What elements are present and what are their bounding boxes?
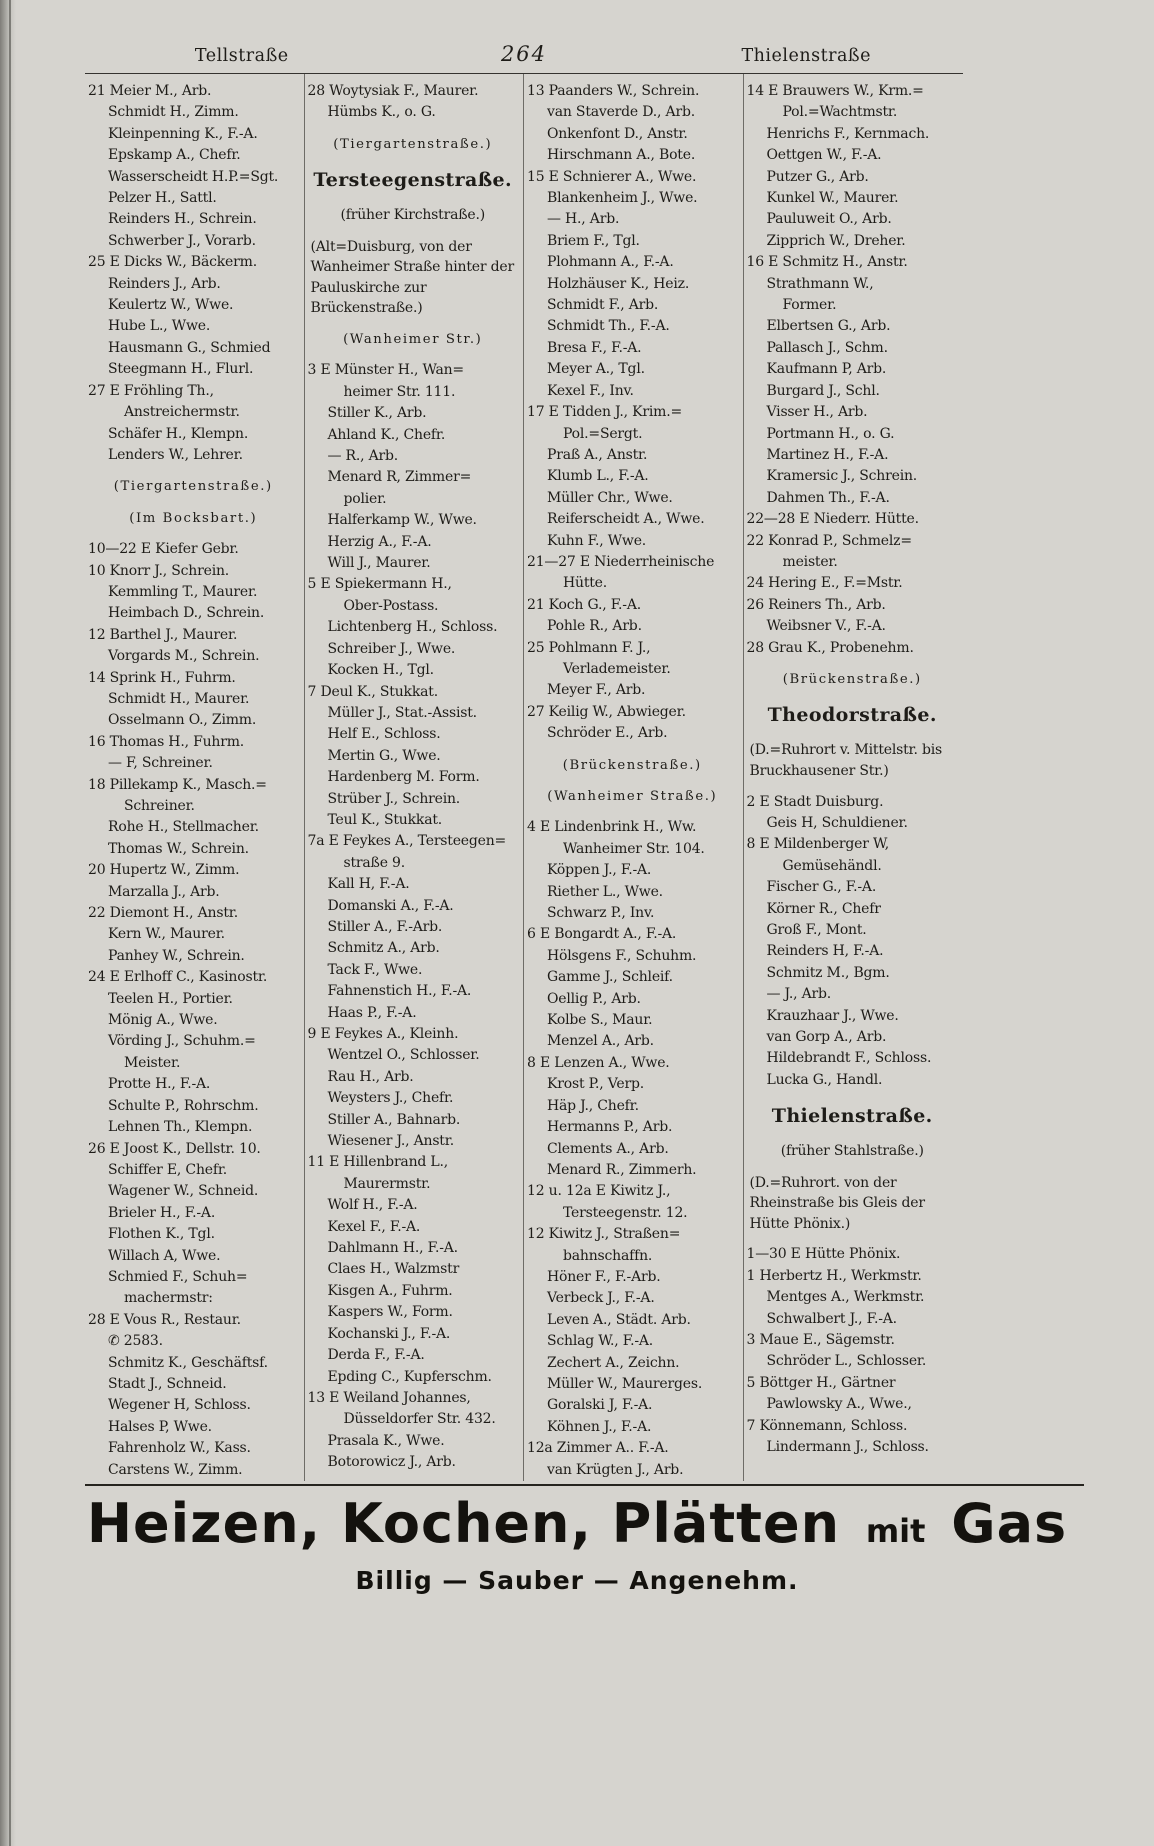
header-street-left: Tellstraße — [194, 46, 289, 66]
directory-line: Stiller K., Arb. — [327, 405, 427, 422]
directory-line: Wegener H, Schloss. — [108, 1397, 251, 1414]
directory-line: 13 E Weiland Johannes, — [307, 1389, 471, 1406]
directory-line: Kexel F., F.-A. — [327, 1218, 421, 1235]
directory-line: Flothen K., Tgl. — [108, 1226, 215, 1243]
directory-line: Bresa F., F.-A. — [547, 339, 642, 356]
directory-line: Schmidt Th., F.-A. — [547, 318, 670, 335]
street-heading: Theodorstraße. — [767, 704, 937, 727]
line-spacer — [308, 155, 519, 165]
directory-line: Dahlmann H., F.-A. — [327, 1240, 458, 1257]
directory-line: Wagener W., Schneid. — [108, 1183, 259, 1200]
directory-line: 28 Grau K., Probenehm. — [746, 639, 914, 656]
directory-line: Epding C., Kupferschm. — [327, 1368, 492, 1385]
directory-line: 6 E Bongardt A., F.-A. — [527, 926, 677, 943]
directory-line: Thomas W., Schrein. — [108, 840, 249, 857]
directory-line: Tersteegenstr. 12. — [563, 1204, 688, 1221]
directory-line: Schröder E., Arb. — [547, 725, 668, 742]
directory-line: polier. — [343, 490, 387, 507]
directory-line: Rau H., Arb. — [327, 1068, 414, 1085]
directory-line: Will J., Maurer. — [327, 555, 431, 572]
directory-line: Kramersic J., Schrein. — [766, 468, 918, 485]
directory-line: Wolf H., F.-A. — [327, 1197, 418, 1214]
directory-line: Hermanns P., Arb. — [547, 1119, 673, 1136]
directory-line: Schreiner. — [124, 798, 195, 814]
directory-line: Wasserscheidt H.P.=Sgt. — [108, 168, 279, 185]
directory-line: 22 Konrad P., Schmelz= — [746, 532, 912, 549]
line-spacer — [308, 227, 519, 237]
directory-line: 21—27 E Niederrheinische — [527, 553, 715, 570]
directory-line: Menard R, Zimmer= — [327, 469, 472, 486]
directory-line: Hardenberg M. Form. — [327, 769, 480, 786]
directory-line: — F, Schreiner. — [108, 755, 213, 772]
directory-line: Helf E., Schloss. — [327, 726, 441, 743]
line-spacer — [747, 1234, 959, 1244]
directory-line: 12a Zimmer A.. F.-A. — [527, 1440, 669, 1457]
directory-line: 16 E Schmitz H., Anstr. — [746, 254, 908, 271]
directory-line: Klumb L., F.-A. — [547, 468, 649, 485]
directory-line: Osselmann O., Zimm. — [108, 712, 257, 729]
directory-line: Domanski A., F.-A. — [327, 897, 454, 914]
directory-line: Clements A., Arb. — [547, 1140, 669, 1157]
directory-line: Reiferscheidt A., Wwe. — [547, 511, 705, 528]
directory-line: Schulte P., Rohrschm. — [108, 1097, 259, 1114]
directory-line: 20 Hupertz W., Zimm. — [88, 862, 240, 879]
directory-line: Martinez H., F.-A. — [766, 446, 889, 463]
directory-line: Briem F., Tgl. — [547, 232, 640, 249]
directory-line: 9 E Feykes A., Kleinh. — [307, 1026, 459, 1042]
directory-columns — [85, 74, 963, 1481]
line-spacer — [527, 745, 738, 755]
directory-line: 14 E Brauwers W., Krm.= — [746, 83, 924, 99]
directory-line: Kleinpenning K., F.-A. — [108, 125, 258, 142]
directory-line: Lichtenberg H., Schloss. — [327, 619, 498, 636]
directory-line: 27 Keilig W., Abwieger. — [527, 703, 686, 720]
directory-line: Haas P., F.-A. — [327, 1004, 417, 1021]
directory-line: Plohmann A., F.-A. — [547, 254, 674, 271]
directory-line: (Brückenstraße.) — [562, 757, 702, 773]
directory-line: Höner F., F.-Arb. — [547, 1268, 661, 1285]
directory-line: Müller Chr., Wwe. — [547, 489, 673, 506]
directory-line: Menzel A., Arb. — [547, 1033, 654, 1050]
directory-column-1 — [85, 74, 305, 1481]
directory-line: Former. — [782, 297, 837, 314]
directory-line: Pohle R., Arb. — [547, 618, 642, 635]
directory-line: 28 E Vous R., Restaur. — [88, 1311, 241, 1328]
directory-line: Schäfer H., Klempn. — [108, 425, 249, 442]
directory-line: 25 Pohlmann F. J., — [527, 639, 651, 656]
directory-line: 7a E Feykes A., Tersteegen= — [307, 833, 507, 850]
directory-line: 26 Reiners Th., Arb. — [746, 596, 886, 613]
directory-line: Verbeck J., F.-A. — [547, 1290, 655, 1307]
directory-line: Reinders H., Schrein. — [108, 211, 257, 228]
line-spacer — [747, 782, 959, 792]
footer-rule — [85, 1484, 1084, 1486]
directory-line: 27 E Fröhling Th., — [88, 382, 214, 399]
directory-line: meister. — [782, 553, 838, 570]
directory-line: Anstreichermstr. — [124, 404, 240, 421]
directory-line: 15 E Schnierer A., Wwe. — [527, 168, 697, 185]
directory-line: Mentges A., Werkmstr. — [766, 1289, 925, 1306]
directory-line: Müller J., Stat.-Assist. — [327, 704, 477, 721]
directory-line: Schmidt H., Zimm. — [108, 104, 239, 121]
line-spacer — [308, 319, 519, 329]
line-spacer — [88, 466, 299, 476]
directory-line: Stadt J., Schneid. — [108, 1375, 227, 1392]
directory-line: 10—22 E Kiefer Gebr. — [88, 541, 239, 558]
directory-line: Dahmen Th., F.-A. — [766, 489, 890, 506]
directory-line: Hirschmann A., Bote. — [547, 147, 696, 164]
directory-line: Hausmann G., Schmied — [108, 339, 271, 356]
directory-line: 12 Barthel J., Maurer. — [88, 626, 238, 643]
directory-line: 5 E Spiekermann H., — [307, 576, 452, 593]
directory-line: Düsseldorfer Str. 432. — [343, 1411, 496, 1428]
directory-line: Kunkel W., Maurer. — [766, 190, 899, 207]
directory-line: 3 E Münster H., Wan= — [307, 362, 464, 379]
directory-line: Reinders H, F.-A. — [766, 943, 884, 960]
directory-line: 8 E Lenzen A., Wwe. — [527, 1054, 670, 1071]
directory-line: Schwerber J., Vorarb. — [108, 232, 256, 249]
directory-line: Köppen J., F.-A. — [547, 862, 652, 879]
directory-line: Wiesener J., Anstr. — [327, 1133, 454, 1150]
directory-line: Ahland K., Chefr. — [327, 426, 446, 443]
directory-line: Teul K., Stukkat. — [327, 811, 443, 828]
directory-line: Mönig A., Wwe. — [108, 1012, 218, 1029]
directory-line: 24 Hering E., F.=Mstr. — [746, 575, 903, 592]
directory-line: Protte H., F.-A. — [108, 1076, 211, 1093]
directory-line: Schröder L., Schlosser. — [766, 1353, 927, 1370]
directory-line: Menard R., Zimmerh. — [547, 1161, 697, 1178]
directory-line: Hildebrandt F., Schloss. — [766, 1050, 932, 1067]
directory-line: 16 Thomas H., Fuhrm. — [88, 733, 245, 750]
directory-line: Verlademeister. — [563, 660, 671, 677]
directory-line: Strüber J., Schrein. — [327, 790, 461, 807]
directory-line: 22—28 E Niederr. Hütte. — [746, 511, 919, 528]
directory-line: Strathmann W., — [766, 275, 874, 292]
directory-line: 4 E Lindenbrink H., Ww. — [527, 819, 697, 836]
directory-line: Ober-Postass. — [343, 597, 439, 614]
directory-line: Kern W., Maurer. — [108, 926, 225, 943]
directory-line: (Wanheimer Straße.) — [547, 789, 718, 804]
directory-line: Meyer A., Tgl. — [547, 361, 645, 378]
directory-line: Oellig P., Arb. — [547, 990, 641, 1007]
directory-line: (Tiergartenstraße.) — [333, 136, 493, 152]
directory-line: Heimbach D., Schrein. — [108, 605, 265, 622]
directory-line: Stiller A., Bahnarb. — [327, 1111, 461, 1128]
running-header — [85, 42, 963, 66]
directory-line: Pol.=Wachtmstr. — [782, 104, 898, 121]
directory-line: Lenders W., Lehrer. — [108, 446, 243, 463]
directory-line: Leven A., Städt. Arb. — [547, 1311, 691, 1328]
directory-line: Weysters J., Chefr. — [327, 1090, 454, 1107]
directory-line: Krost P., Verp. — [547, 1076, 644, 1093]
line-spacer — [747, 1091, 959, 1101]
directory-line: Marzalla J., Arb. — [108, 883, 220, 900]
directory-line: Tack F., Wwe. — [327, 961, 423, 978]
directory-line: Schiffer E, Chefr. — [108, 1161, 228, 1178]
directory-line: Meyer F., Arb. — [547, 682, 646, 699]
directory-line: Epskamp A., Chefr. — [108, 147, 241, 164]
directory-line: Halses P, Wwe. — [108, 1418, 212, 1435]
directory-line: 2 E Stadt Duisburg. — [746, 793, 884, 810]
line-spacer — [308, 195, 519, 205]
directory-line: Claes H., Walzmstr — [327, 1261, 460, 1278]
directory-line: 11 E Hillenbrand L., — [307, 1154, 449, 1171]
directory-line: Fischer G., F.-A. — [766, 879, 877, 896]
directory-line: Pawlowsky A., Wwe., — [766, 1396, 912, 1413]
directory-line: 17 E Tidden J., Krim.= — [527, 404, 682, 421]
directory-line: Teelen H., Portier. — [108, 990, 233, 1007]
directory-line: Hube L., Wwe. — [108, 318, 211, 335]
directory-line: Gamme J., Schleif. — [547, 969, 673, 986]
directory-line: Praß A., Anstr. — [547, 446, 648, 463]
directory-line: Schwarz P., Inv. — [547, 905, 655, 922]
directory-line: Mertin G., Wwe. — [327, 747, 441, 764]
directory-line: 7 Deul K., Stukkat. — [307, 683, 438, 700]
directory-line: 1 Herbertz H., Werkmstr. — [746, 1267, 922, 1284]
directory-line: Schmidt H., Maurer. — [108, 690, 250, 707]
directory-line: Kuhn F., Wwe. — [547, 532, 647, 549]
directory-line: Henrichs F., Kernmach. — [766, 125, 930, 142]
directory-line: Schlag W., F.-A. — [547, 1333, 654, 1350]
directory-line: Blankenheim J., Wwe. — [547, 190, 698, 207]
directory-line: Derda F., F.-A. — [327, 1347, 425, 1364]
directory-line: Willach A, Wwe. — [108, 1247, 221, 1264]
directory-line: 12 Kiwitz J., Straßen= — [527, 1226, 681, 1243]
directory-line: Pelzer H., Sattl. — [108, 190, 217, 207]
header-street-right: Thielenstraße — [741, 46, 871, 66]
directory-line: Groß F., Mont. — [766, 922, 867, 938]
directory-line: Reinders J., Arb. — [108, 275, 221, 292]
directory-line: — R., Arb. — [327, 448, 399, 465]
ad-headline-mit: mit — [865, 1512, 926, 1550]
directory-line: Pauluweit O., Arb. — [766, 211, 892, 228]
directory-line: Kaspers W., Form. — [327, 1304, 453, 1321]
directory-line: Fahrenholz W., Kass. — [108, 1440, 251, 1457]
directory-line: van Staverde D., Arb. — [547, 104, 695, 121]
directory-line: Pallasch J., Schm. — [766, 339, 888, 356]
directory-block — [85, 42, 963, 1481]
directory-line: Burgard J., Schl. — [766, 382, 880, 399]
directory-line: Zipprich W., Dreher. — [766, 232, 906, 249]
directory-line: Kemmling T., Maurer. — [108, 583, 258, 600]
directory-line: 10 Knorr J., Schrein. — [88, 562, 230, 579]
directory-line: Vörding J., Schuhm.= — [108, 1033, 256, 1050]
directory-line: Kolbe S., Maur. — [547, 1012, 653, 1029]
directory-line: 21 Koch G., F.-A. — [527, 596, 641, 613]
directory-line: 13 Paanders W., Schrein. — [527, 83, 700, 99]
street-heading: Tersteegenstraße. — [313, 169, 513, 192]
directory-line: Schmitz K., Geschäftsf. — [108, 1354, 268, 1371]
directory-column-2 — [305, 74, 525, 1481]
directory-line: Botorowicz J., Arb. — [327, 1454, 456, 1471]
directory-line: heimer Str. 111. — [343, 383, 456, 400]
directory-line: Rohe H., Stellmacher. — [108, 819, 259, 836]
directory-line: Schreiber J., Wwe. — [327, 640, 456, 657]
directory-line: (Alt=Duisburg, von der Wanheimer Straße hinter der Pauluskirche zur Brückenstraße.) — [310, 238, 514, 317]
directory-line: ✆ 2583. — [108, 1333, 163, 1350]
directory-line: Lindermann J., Schloss. — [766, 1439, 929, 1456]
directory-line: — J., Arb. — [766, 986, 832, 1003]
directory-line: 7 Könnemann, Schloss. — [746, 1417, 908, 1434]
directory-line: Keulertz W., Wwe. — [108, 297, 234, 314]
directory-line: 21 Meier M., Arb. — [88, 83, 212, 99]
directory-line: Goralski J, F.-A. — [547, 1397, 653, 1414]
directory-line: 22 Diemont H., Anstr. — [88, 905, 238, 922]
directory-line: Zechert A., Zeichn. — [547, 1354, 680, 1371]
directory-line: Müller W., Maurerges. — [547, 1375, 703, 1392]
directory-line: Putzer G., Arb. — [766, 168, 869, 185]
directory-line: Halferkamp W., Wwe. — [327, 512, 477, 529]
directory-line: Kall H, F.-A. — [327, 876, 410, 893]
directory-line: Hümbs K., o. G. — [327, 104, 436, 121]
directory-line: Stiller A., F.-Arb. — [327, 918, 443, 935]
line-spacer — [747, 690, 959, 700]
directory-line: Hütte. — [563, 575, 608, 592]
directory-line: machermstr: — [124, 1290, 213, 1307]
directory-line: 8 E Mildenberger W, — [746, 836, 890, 853]
directory-line: (früher Kirchstraße.) — [340, 207, 485, 224]
directory-line: Kocken H., Tgl. — [327, 662, 434, 679]
directory-line: Herzig A., F.-A. — [327, 533, 432, 550]
directory-line: 1—30 E Hütte Phönix. — [746, 1246, 901, 1263]
directory-line: 28 Woytysiak F., Maurer. — [307, 83, 479, 99]
directory-line: Brieler H., F.-A. — [108, 1204, 216, 1221]
directory-line: 24 E Erlhoff C., Kasinostr. — [88, 969, 268, 986]
directory-line: 18 Pillekamp K., Masch.= — [88, 776, 267, 793]
directory-line: Visser H., Arb. — [766, 404, 868, 421]
line-spacer — [747, 1131, 959, 1141]
directory-line: Geis H, Schuldiener. — [766, 814, 908, 831]
directory-line: Kaufmann P, Arb. — [766, 361, 887, 378]
directory-line: Kisgen A., Fuhrm. — [327, 1282, 453, 1299]
directory-line: Kexel F., Inv. — [547, 382, 634, 399]
street-heading: Thielenstraße. — [771, 1105, 933, 1128]
directory-line: Fahnenstich H., F.-A. — [327, 983, 472, 1000]
directory-column-3 — [524, 74, 744, 1481]
directory-line: Oettgen W., F.-A. — [766, 147, 882, 164]
directory-line: Gemüsehändl. — [782, 857, 882, 874]
directory-line: Häp J., Chefr. — [547, 1097, 639, 1114]
directory-line: — H., Arb. — [547, 211, 620, 228]
directory-line: (Im Bocksbart.) — [129, 510, 258, 526]
directory-line: (Tiergartenstraße.) — [113, 479, 273, 495]
line-spacer — [527, 807, 738, 817]
directory-line: (früher Stahlstraße.) — [780, 1143, 924, 1160]
line-spacer — [308, 350, 519, 360]
directory-line: Körner R., Chefr — [766, 900, 881, 917]
line-spacer — [527, 776, 738, 786]
directory-line: Schmitz M., Bgm. — [766, 964, 890, 981]
directory-line: (Wanheimer Str.) — [343, 332, 483, 347]
directory-line: Pol.=Sergt. — [563, 425, 643, 442]
directory-line: Portmann H., o. G. — [766, 425, 895, 442]
directory-column-4 — [744, 74, 964, 1481]
directory-line: Riether L., Wwe. — [547, 883, 663, 900]
directory-line: Krauzhaar J., Wwe. — [766, 1007, 899, 1024]
directory-line: Schmitz A., Arb. — [327, 940, 440, 957]
directory-line: Schwalbert J., F.-A. — [766, 1310, 897, 1327]
directory-line: Kochanski J., F.-A. — [327, 1325, 451, 1342]
directory-line: Hölsgens F., Schuhm. — [547, 947, 697, 964]
directory-line: Lehnen Th., Klempn. — [108, 1119, 253, 1136]
directory-line: Holzhäuser K., Heiz. — [547, 275, 690, 292]
directory-line: (Brückenstraße.) — [782, 671, 922, 687]
line-spacer — [308, 124, 519, 134]
directory-line: straße 9. — [343, 854, 405, 871]
line-spacer — [88, 529, 299, 539]
directory-line: Onkenfont D., Anstr. — [547, 125, 688, 142]
directory-line: (D.=Ruhrort v. Mittelstr. bis Bruckhausener Str.) — [749, 742, 942, 779]
directory-line: van Krügten J., Arb. — [547, 1461, 684, 1478]
line-spacer — [747, 730, 959, 740]
directory-line: Vorgards M., Schrein. — [108, 648, 260, 665]
footer-advertisement — [0, 1494, 1154, 1597]
directory-line: Carstens W., Zimm. — [108, 1461, 243, 1478]
ad-tagline: Billig — Sauber — Angenehm. — [355, 1566, 799, 1595]
ad-headline-part1: Heizen, Kochen, Plätten — [86, 1492, 841, 1555]
directory-line: Weibsner V., F.-A. — [766, 618, 886, 635]
directory-line: Schmidt F., Arb. — [547, 297, 659, 314]
line-spacer — [747, 659, 959, 669]
directory-line: Meister. — [124, 1054, 181, 1071]
directory-line: 12 u. 12a E Kiwitz J., — [527, 1183, 671, 1200]
directory-line: Panhey W., Schrein. — [108, 947, 245, 964]
directory-line: 3 Maue E., Sägemstr. — [746, 1332, 895, 1349]
directory-line: (D.=Ruhrort. von der Rheinstraße bis Gleis der Hütte Phönix.) — [749, 1174, 925, 1232]
directory-line: van Gorp A., Arb. — [766, 1029, 887, 1046]
ad-headline — [0, 1494, 1154, 1561]
ad-headline-gas: Gas — [951, 1492, 1068, 1555]
directory-line: 25 E Dicks W., Bäckerm. — [88, 254, 257, 271]
directory-line: Steegmann H., Flurl. — [108, 361, 254, 378]
directory-line: Prasala K., Wwe. — [327, 1432, 445, 1449]
directory-line: Elbertsen G., Arb. — [766, 318, 891, 335]
directory-line: 14 Sprink H., Fuhrm. — [88, 669, 236, 686]
directory-line: 26 E Joost K., Dellstr. 10. — [88, 1140, 261, 1157]
directory-line: Köhnen J., F.-A. — [547, 1418, 652, 1435]
directory-line: Lucka G., Handl. — [766, 1071, 883, 1088]
directory-line: Wanheimer Str. 104. — [563, 840, 705, 857]
directory-line: Wentzel O., Schlosser. — [327, 1047, 480, 1064]
directory-line: Maurermstr. — [343, 1175, 431, 1192]
directory-line: 5 Böttger H., Gärtner — [746, 1374, 896, 1391]
directory-line: bahnschaffn. — [563, 1247, 653, 1264]
directory-line: Schmied F., Schuh= — [108, 1268, 248, 1285]
line-spacer — [747, 1163, 959, 1173]
page-number: 264 — [500, 42, 548, 66]
line-spacer — [88, 498, 299, 508]
